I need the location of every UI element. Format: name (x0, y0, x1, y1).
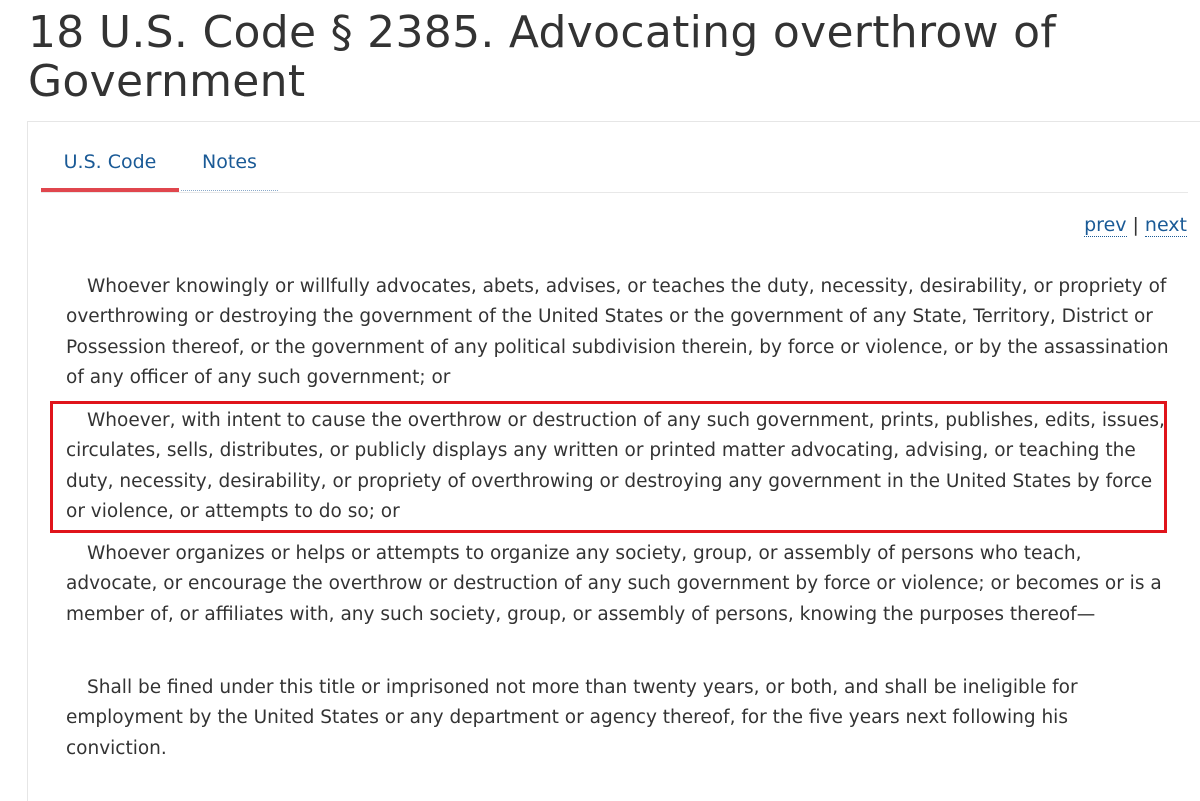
statute-paragraph-3: Whoever organizes or helps or attempts to organize any society, group, or assembly of persons who teach, advocate, or encourage the overthrow or destruction of any such government by force or violence; or becomes or is a member of, or affiliates with, any such society, group, or assembly of persons, knowing the purposes thereof— (66, 543, 1162, 625)
tab-us-code[interactable] (41, 132, 179, 192)
next-link[interactable]: next (1144, 214, 1187, 236)
tab-us-code-label: U.S. Code (63, 151, 157, 173)
tab-notes[interactable] (181, 132, 278, 192)
statute-paragraph-1: Whoever knowingly or willfully advocates, abets, advises, or teaches the duty, necessity, desirability, or propriety of overthrowing or destroying the government of the United States or the government of any State, Territory, District or Possession thereof, or the government of any political subdivision therein, by force or violence, or by the assassination of any officer of any such government; or (66, 276, 1169, 388)
pager-separator: | (1132, 214, 1139, 236)
tab-bar (41, 132, 1188, 193)
page-title: 18 U.S. Code § 2385. Advocating overthrow of Government (28, 7, 1057, 107)
statute-paragraph-2: Whoever, with intent to cause the overthrow or destruction of any such government, prints, publishes, edits, issues, circulates, sells, distributes, or publicly displays any written or printed matter advocating, advising, or teaching the duty, necessity, desirability, or propriety of overthrowing or destroying any government in the United States by force or violence, or attempts to do so; or (66, 410, 1165, 522)
statute-paragraph-4: Shall be fined under this title or imprisoned not more than twenty years, or both, and shall be ineligible for employment by the United States or any department or agency thereof, for the five years next following his conviction. (66, 677, 1078, 759)
pager (1084, 212, 1187, 238)
tab-notes-label: Notes (202, 151, 257, 173)
prev-link[interactable]: prev (1084, 214, 1127, 236)
